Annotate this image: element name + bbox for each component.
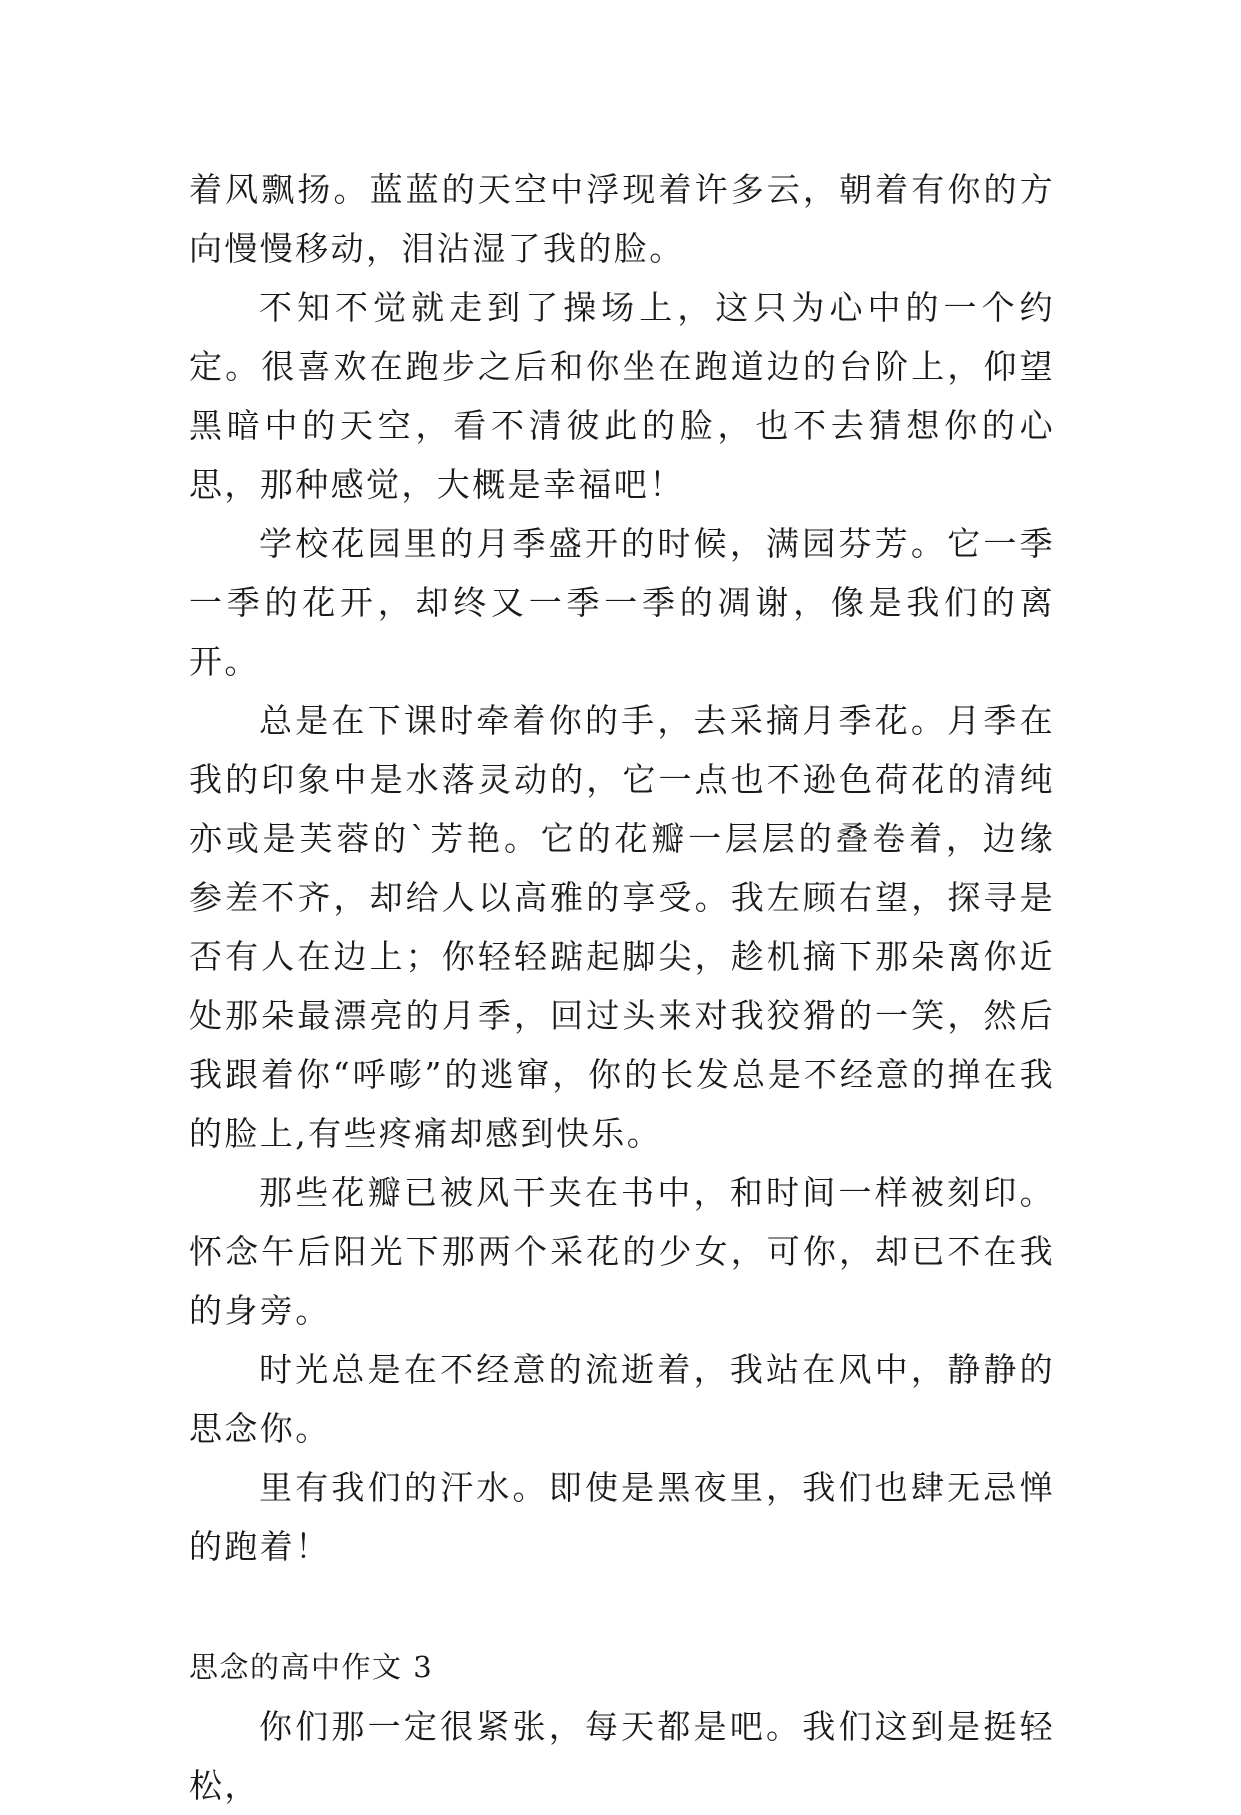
paragraph-4: 总是在下课时牵着你的手，去采摘月季花。月季在我的印象中是水落灵动的，它一点也不逊色荷花的清纯亦或是芙蓉的`芳艳。它的花瓣一层层的叠卷着，边缘参差不齐，却给人以高雅的享受。我左顾右望，探寻是否有人在边上；你轻轻踮起脚尖，趁机摘下那朵离你近处那朵最漂亮的月季，回过头来对我狡猾的一笑，然后我跟着你“呼嘭”的逃窜，你的长发总是不经意的掸在我的脸上,有些疼痛却感到快乐。 [189,701,1055,1153]
paragraph-1: 着风飘扬。蓝蓝的天空中浮现着许多云，朝着有你的方向慢慢移动，泪沾湿了我的脸。 [189,170,1055,268]
paragraph-5: 那些花瓣已被风干夹在书中，和时间一样被刻印。怀念午后阳光下那两个采花的少女，可你，却已不在我的身旁。 [189,1173,1055,1330]
paragraph-2: 不知不觉就走到了操场上，这只为心中的一个约定。很喜欢在跑步之后和你坐在跑道边的台阶上，仰望黑暗中的天空，看不清彼此的脸，也不去猜想你的心思，那种感觉，大概是幸福吧！ [189,288,1055,504]
section-spacer [189,1576,1055,1638]
paragraph-3: 学校花园里的月季盛开的时候，满园芬芳。它一季一季的花开，却终又一季一季的凋谢，像是我们的离开。 [189,524,1055,681]
paragraph-8: 你们那一定很紧张，每天都是吧。我们这到是挺轻松， [189,1707,1055,1805]
essay-body [189,160,1055,1815]
paragraph-7: 里有我们的汗水。即使是黑夜里，我们也肆无忌惮的跑着！ [189,1468,1055,1566]
paragraph-6: 时光总是在不经意的流逝着，我站在风中，静静的思念你。 [189,1350,1055,1448]
section-heading: 思念的高中作文 3 [189,1650,434,1684]
